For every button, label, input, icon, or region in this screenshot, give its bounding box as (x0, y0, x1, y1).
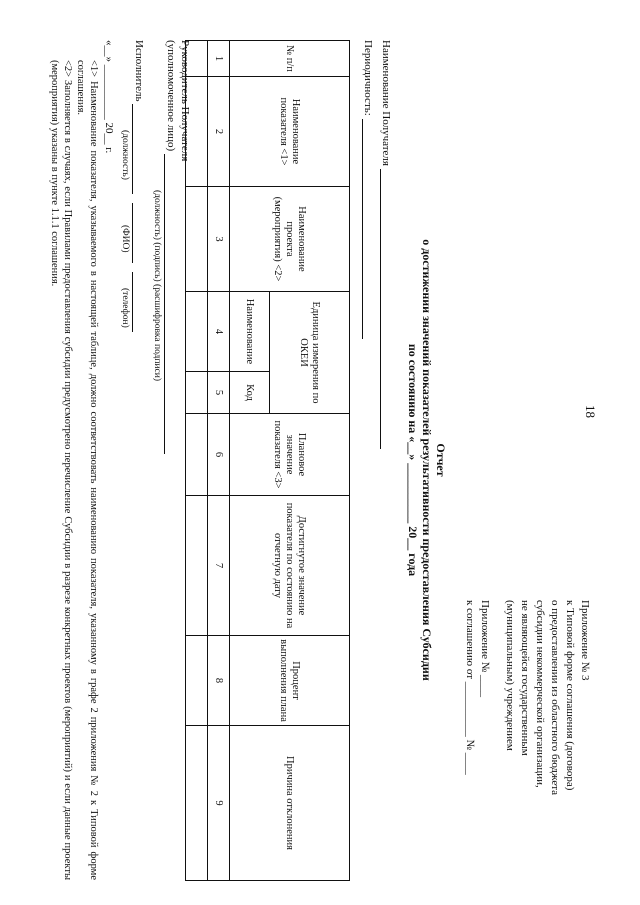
executor-line-fio (132, 203, 143, 263)
landscape-content (20, 0, 620, 905)
header-unit-name: Наименование (230, 292, 270, 372)
executor-line-phone (132, 272, 143, 332)
header-unit: Единица измерения по ОКЕИ (270, 292, 350, 414)
data-cell (186, 496, 208, 636)
numbering-cell: 6 (208, 414, 230, 496)
appendix-line: субсидии некоммерческой организации, (534, 600, 546, 788)
appendix-line: к Типовой форме соглашения (договора) (564, 600, 576, 791)
numbering-cell: 9 (208, 726, 230, 881)
title-line: Отчет (434, 443, 448, 477)
header-reason: Причина отклонения (230, 726, 350, 881)
header-planned: Плановое значение показателя <3> (230, 414, 350, 496)
data-cell (186, 636, 208, 726)
executor-caption-fio: (ФИО) (120, 225, 130, 253)
header-achieved: Достигнутое значение показателя по состоянию на отчетную дату (230, 496, 350, 636)
head-signature-block (164, 40, 192, 454)
executor-caption-position: (должность) (120, 130, 130, 180)
numbering-row (208, 41, 230, 881)
header-unit-code: Код (230, 372, 270, 414)
appendix-line: (муниципальным) учреждением (504, 600, 516, 751)
numbering-cell: 5 (208, 372, 230, 414)
header-project: Наименование проекта (мероприятия) <2> (230, 187, 350, 292)
appendix-line: не являющейся государственным (519, 600, 531, 756)
executor-caption-phone: (телефон) (120, 288, 130, 328)
executor-block (132, 40, 146, 332)
head-sublabel: (уполномоченное лицо) (165, 40, 177, 152)
report-title (406, 40, 448, 880)
header-num: № п/п (230, 41, 350, 77)
header-percent: Процент выполнения плана (230, 636, 350, 726)
page-number: 18 (583, 405, 598, 418)
numbering-cell: 1 (208, 41, 230, 77)
data-cell (186, 726, 208, 881)
date-line: «__» __________ 20__ г. (103, 40, 115, 154)
numbering-cell: 2 (208, 77, 230, 187)
head-signature-caption: (должность) (подпись) (расшифровка подписи) (152, 190, 162, 382)
recipient-label: Наименование Получателя (380, 40, 392, 166)
appendix-ref-line: к соглашению от __________ № ____ (464, 600, 476, 775)
appendix-ref-line: Приложение № ____ (479, 600, 491, 698)
appendix-line: Приложение № 3 (579, 600, 591, 681)
recipient-line (380, 169, 391, 449)
numbering-cell: 8 (208, 636, 230, 726)
numbering-cell: 4 (208, 292, 230, 372)
title-line: по состоянию на «__» __________ 20__ года (406, 343, 420, 577)
footnotes (48, 40, 100, 880)
executor-line-position (132, 104, 143, 194)
report-table (185, 40, 350, 881)
appendix-line: о предоставлении из областного бюджета (549, 600, 561, 796)
head-signature-line (164, 154, 175, 454)
header-indicator: Наименование показателя <1> (230, 77, 350, 187)
title-line: о достижении значений показателей результативности предоставления Субсидии (420, 239, 434, 681)
appendix-block (462, 600, 592, 900)
period-label: Периодичность: (362, 40, 374, 116)
executor-label: Исполнитель (133, 40, 145, 102)
recipient-field (380, 40, 392, 449)
footnote-2: <2> Заполняется в случаях, если Правилами предоставления субсидии предусмотрено перечисление Субсидии в разрезе конкретных проектов (мероприятий) и если данные проекты (мероприятия) указаны в пункте 1.1.1 соглашения. (49, 60, 73, 880)
period-field (362, 40, 374, 339)
footnote-1: <1> Наименование показателя, указываемого в настоящей таблице, должно соответствовать наименованию показателя, указанному в графе 2 приложения № 2 к Типовой форме соглашения. (75, 60, 99, 880)
period-line (362, 119, 373, 339)
head-label: Руководитель Получателя (179, 40, 191, 162)
numbering-cell: 3 (208, 187, 230, 292)
numbering-cell: 7 (208, 496, 230, 636)
